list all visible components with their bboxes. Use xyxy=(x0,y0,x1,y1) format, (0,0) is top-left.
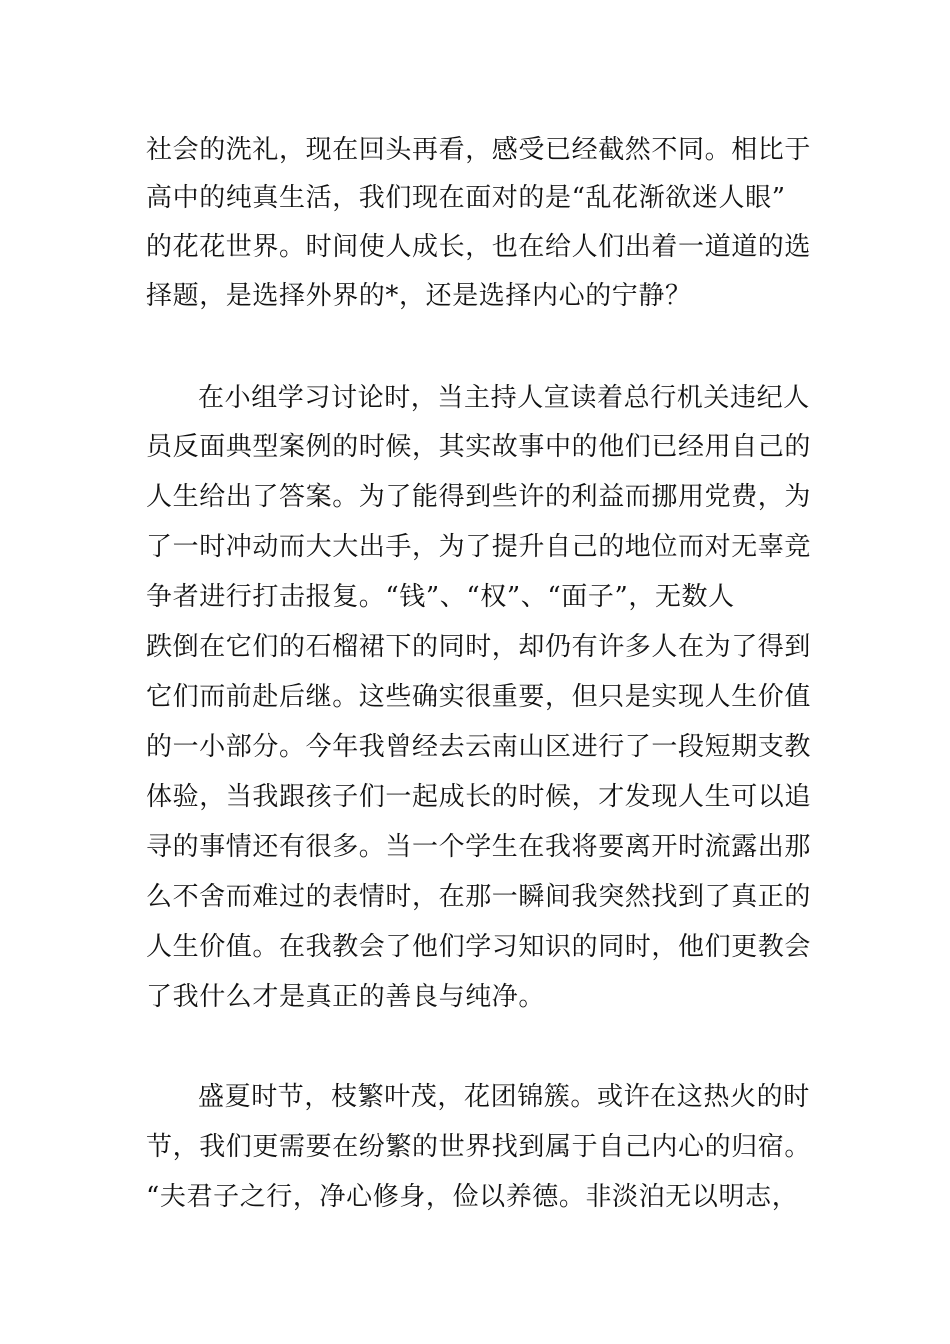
paragraph-2-line-1: 在小组学习讨论时，当主持人宣读着总行机关违纪人 xyxy=(198,383,810,413)
paragraph-2-line-5: 争者进行打击报复。“钱”、“权”、“面子”，无数人 xyxy=(146,582,735,612)
paragraph-3-line-1: 盛夏时节，枝繁叶茂，花团锦簇。或许在这热火的时 xyxy=(198,1082,810,1112)
paragraph-2-line-6: 跌倒在它们的石榴裙下的同时，却仍有许多人在为了得到 xyxy=(146,632,812,662)
paragraph-2-line-9: 体验，当我跟孩子们一起成长的时候，才发现人生可以追 xyxy=(146,782,812,812)
paragraph-2-line-7: 它们而前赴后继。这些确实很重要，但只是实现人生价值 xyxy=(146,682,812,712)
paragraph-1-line-4: 择题，是选择外界的*，还是选择内心的宁静？ xyxy=(146,281,692,311)
paragraph-3-line-2: 节，我们更需要在纷繁的世界找到属于自己内心的归宿。 xyxy=(146,1132,812,1162)
paragraph-2-line-11: 么不舍而难过的表情时，在那一瞬间我突然找到了真正的 xyxy=(146,882,812,912)
paragraph-1-line-2: 高中的纯真生活，我们现在面对的是“乱花渐欲迷人眼” xyxy=(146,183,786,213)
paragraph-3-line-3: “夫君子之行，净心修身，俭以养德。非淡泊无以明志， xyxy=(146,1182,799,1212)
paragraph-1-line-3: 的花花世界。时间使人成长，也在给人们出着一道道的选 xyxy=(146,232,812,262)
paragraph-2-line-10: 寻的事情还有很多。当一个学生在我将要离开时流露出那 xyxy=(146,832,812,862)
paragraph-1-line-1: 社会的洗礼，现在回头再看，感受已经截然不同。相比于 xyxy=(146,135,812,165)
paragraph-2-line-4: 了一时冲动而大大出手，为了提升自己的地位而对无辜竞 xyxy=(146,532,812,562)
paragraph-2-line-3: 人生给出了答案。为了能得到些许的利益而挪用党费，为 xyxy=(146,482,812,512)
paragraph-2-line-13: 了我什么才是真正的善良与纯净。 xyxy=(146,982,546,1012)
paragraph-2-line-12: 人生价值。在我教会了他们学习知识的同时，他们更教会 xyxy=(146,932,812,962)
paragraph-2-line-8: 的一小部分。今年我曾经去云南山区进行了一段短期支教 xyxy=(146,732,812,762)
paragraph-2-line-2: 员反面典型案例的时候，其实故事中的他们已经用自己的 xyxy=(146,432,812,462)
